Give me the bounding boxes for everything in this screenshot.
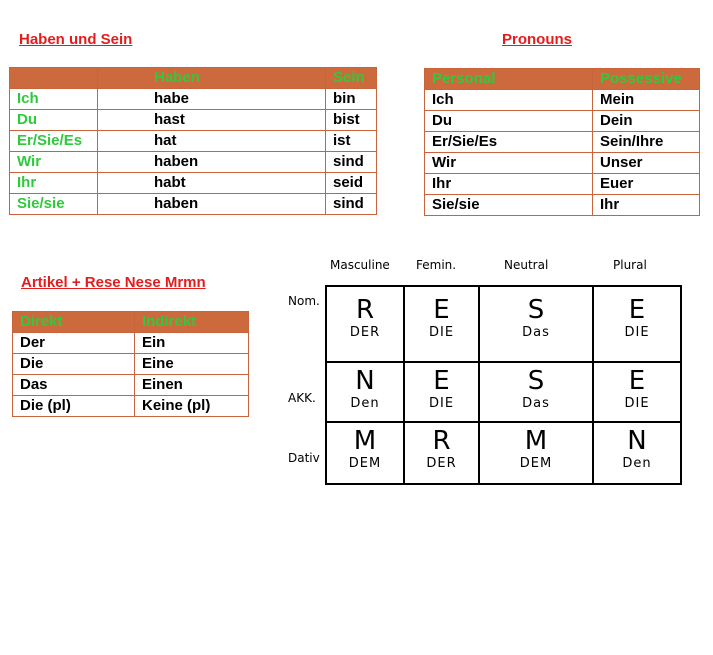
article-word: DIE <box>428 325 455 340</box>
ending-letter: E <box>433 295 450 325</box>
indirekt-cell: Keine (pl) <box>135 396 249 417</box>
pronoun-cell: Sie/sie <box>10 194 98 215</box>
row-label-akk: AKK. <box>288 391 316 405</box>
direkt-cell: Der <box>13 333 135 354</box>
grid-cell <box>326 362 404 422</box>
grid-row-dativ <box>326 422 681 484</box>
grid-cell <box>404 362 479 422</box>
grid-cell <box>404 422 479 484</box>
table-row <box>425 153 700 174</box>
table-row <box>13 375 249 396</box>
header-cell: Sein <box>326 68 377 89</box>
article-word: Den <box>350 396 380 411</box>
sein-cell: sind <box>326 194 377 215</box>
grid-row-akk <box>326 362 681 422</box>
header-cell: Possessive <box>593 69 700 90</box>
possessive-cell: Ihr <box>593 195 700 216</box>
header-cell: Direkt <box>13 312 135 333</box>
table-row <box>425 111 700 132</box>
table-row <box>425 174 700 195</box>
article-word: Den <box>622 456 652 471</box>
pronouns-table <box>424 68 700 216</box>
table-header-row <box>13 312 249 333</box>
haben-cell: haben <box>98 194 326 215</box>
indirekt-cell: Einen <box>135 375 249 396</box>
pronouns-title: Pronouns <box>502 31 572 48</box>
personal-cell: Sie/sie <box>425 195 593 216</box>
col-header-feminine: Femin. <box>416 258 457 272</box>
pronoun-cell: Ich <box>10 89 98 110</box>
personal-cell: Wir <box>425 153 593 174</box>
article-word: DIE <box>428 396 455 411</box>
grid-cell <box>479 362 593 422</box>
haben-sein-table <box>9 67 377 215</box>
grid-cell <box>326 286 404 362</box>
grid-cell <box>404 286 479 362</box>
table-row <box>10 173 377 194</box>
grid-cell <box>593 286 681 362</box>
table-row <box>425 132 700 153</box>
direkt-cell: Die <box>13 354 135 375</box>
case-endings-grid <box>325 285 682 485</box>
row-label-dativ: Dativ <box>288 451 320 465</box>
article-word: Das <box>522 325 550 340</box>
table-row <box>10 131 377 152</box>
sein-cell: bist <box>326 110 377 131</box>
sein-cell: sind <box>326 152 377 173</box>
haben-cell: hat <box>98 131 326 152</box>
table-row <box>425 195 700 216</box>
direkt-cell: Die (pl) <box>13 396 135 417</box>
article-word: DIE <box>624 396 650 411</box>
grid-cell <box>479 286 593 362</box>
ending-letter: S <box>527 366 545 396</box>
personal-cell: Du <box>425 111 593 132</box>
ending-letter: M <box>524 426 548 456</box>
direkt-cell: Das <box>13 375 135 396</box>
table-row <box>425 90 700 111</box>
ending-letter: S <box>527 295 545 325</box>
ending-letter: E <box>433 366 450 396</box>
header-cell: Haben <box>98 68 326 89</box>
table-row <box>13 396 249 417</box>
possessive-cell: Dein <box>593 111 700 132</box>
ending-letter: R <box>432 426 451 456</box>
possessive-cell: Mein <box>593 90 700 111</box>
sein-cell: ist <box>326 131 377 152</box>
sein-cell: seid <box>326 173 377 194</box>
ending-letter: M <box>353 426 377 456</box>
table-row <box>10 110 377 131</box>
header-cell: Indirekt <box>135 312 249 333</box>
possessive-cell: Sein/Ihre <box>593 132 700 153</box>
haben-cell: habe <box>98 89 326 110</box>
grid-cell <box>593 362 681 422</box>
article-word: DER <box>349 325 381 340</box>
sein-cell: bin <box>326 89 377 110</box>
article-word: DER <box>426 456 457 471</box>
possessive-cell: Unser <box>593 153 700 174</box>
pronoun-cell: Ihr <box>10 173 98 194</box>
pronoun-cell: Wir <box>10 152 98 173</box>
artikel-table <box>12 311 249 417</box>
table-row <box>10 89 377 110</box>
col-header-masculine: Masculine <box>330 258 390 272</box>
ending-letter: E <box>628 295 646 325</box>
ending-letter: N <box>627 426 647 456</box>
table-row <box>13 354 249 375</box>
possessive-cell: Euer <box>593 174 700 195</box>
grid-cell <box>479 422 593 484</box>
header-cell <box>10 68 98 89</box>
grid-cell <box>593 422 681 484</box>
table-header-row <box>10 68 377 89</box>
pronoun-cell: Er/Sie/Es <box>10 131 98 152</box>
table-row <box>13 333 249 354</box>
grid-cell <box>326 422 404 484</box>
header-cell: Personal <box>425 69 593 90</box>
table-row <box>10 194 377 215</box>
haben-cell: hast <box>98 110 326 131</box>
col-header-plural: Plural <box>613 258 647 272</box>
indirekt-cell: Eine <box>135 354 249 375</box>
article-word: DIE <box>624 325 650 340</box>
pronoun-cell: Du <box>10 110 98 131</box>
ending-letter: R <box>355 295 375 325</box>
personal-cell: Ich <box>425 90 593 111</box>
artikel-title: Artikel + Rese Nese Mrmn <box>21 274 206 291</box>
haben-cell: habt <box>98 173 326 194</box>
table-header-row <box>425 69 700 90</box>
article-word: Das <box>522 396 550 411</box>
ending-letter: N <box>355 366 375 396</box>
personal-cell: Er/Sie/Es <box>425 132 593 153</box>
indirekt-cell: Ein <box>135 333 249 354</box>
article-word: DEM <box>348 456 382 471</box>
haben-sein-title: Haben und Sein <box>19 31 133 48</box>
table-row <box>10 152 377 173</box>
personal-cell: Ihr <box>425 174 593 195</box>
col-header-neutral: Neutral <box>504 258 549 272</box>
ending-letter: E <box>628 366 646 396</box>
article-word: DEM <box>519 456 553 471</box>
haben-cell: haben <box>98 152 326 173</box>
row-label-nom: Nom. <box>288 294 320 308</box>
grid-row-nom <box>326 286 681 362</box>
